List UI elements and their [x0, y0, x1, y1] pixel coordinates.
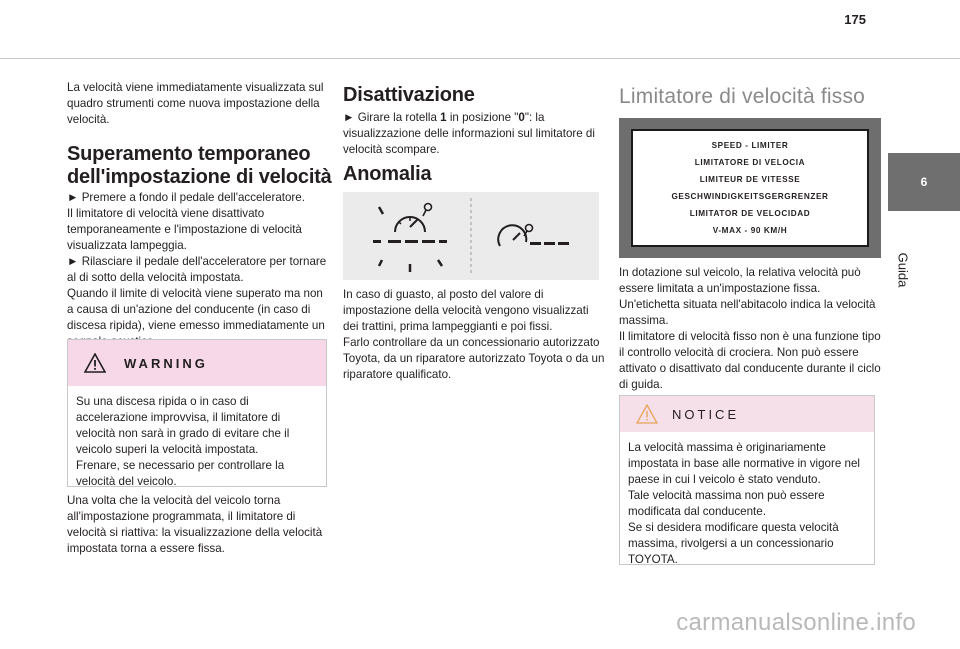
notice-line: Tale velocità massima non può essere modificata dal conducente. [628, 489, 825, 518]
fixed-limiter-line: In dotazione sul veicolo, la relativa velocità può essere limitata a un'impostazione fissa. [619, 266, 861, 295]
deact-text: ": la visualizzazione delle informazioni sul limitatore di velocità scompare. [343, 111, 595, 156]
header-divider [0, 58, 960, 59]
notice-title: NOTICE [672, 406, 740, 422]
warning-header [68, 340, 326, 386]
speed-limiter-fault-display-icon [343, 192, 599, 280]
instruction-line: Il limitatore di velocità viene disattivato temporaneamente e l'impostazione di velocità visualizzata lampeggia. [67, 207, 302, 252]
label-line: LIMITATORE DI VELOCIA [694, 158, 806, 167]
instruction-line: ► Rilasciare il pedale dell'acceleratore per tornare al di sotto della velocità impostata. [67, 255, 327, 284]
warning-body [68, 386, 326, 498]
anomaly-line: In caso di guasto, al posto del valore di impostazione della velocità vengono visualizzati dei trattini, prima lampeggianti e poi fissi. [343, 288, 589, 333]
section-heading-fixed-limiter: Limitatore di velocità fisso [619, 85, 866, 108]
notice-body [620, 432, 874, 576]
warning-line: Su una discesa ripida o in caso di accelerazione improvvisa, il limitatore di velocità non sarà in grado di evitare che il veicolo superi la velocità impostata. [76, 395, 290, 456]
intro-paragraph: La velocità viene immediatamente visualizzata sul quadro strumenti come nuova impostazione della velocità. [67, 81, 324, 126]
chapter-label-text: Guida [895, 252, 911, 288]
page-number: 175 [844, 12, 866, 27]
wheel-number: 1 [440, 111, 447, 124]
label-line: SPEED - LIMITER [711, 141, 789, 150]
label-line: LIMITEUR DE VITESSE [699, 175, 801, 184]
section-heading-anomaly: Anomalia [343, 163, 432, 185]
speed-limiter-label-image [619, 118, 881, 258]
instruction-line: ► Premere a fondo il pedale dell'acceleratore. [67, 191, 305, 204]
warning-line: Frenare, se necessario per controllare la velocità del veicolo. [76, 459, 285, 488]
position-zero: 0 [518, 111, 525, 124]
warning-title: WARNING [124, 355, 208, 371]
deact-text: in posizione " [446, 111, 519, 124]
notice-box [619, 395, 875, 565]
chapter-number: 6 [920, 175, 928, 189]
deact-text: ► Girare la rotella [343, 111, 441, 124]
label-line: V-MAX - 90 KM/H [712, 226, 788, 235]
warning-box [67, 339, 327, 487]
notice-line: Se si desidera modificare questa velocità massima, rivolgersi a un concessionario TOYOTA. [628, 521, 839, 566]
outro-paragraph: Una volta che la velocità del veicolo torna all'impostazione programmata, il limitatore di velocità si riattiva: la visualizzazione della velocità impostata torna a essere fissa. [67, 494, 323, 555]
speed-limiter-label [631, 129, 869, 247]
anomaly-illustration [343, 192, 599, 280]
fixed-limiter-line: Un'etichetta situata nell'abitacolo indica la velocità massima. [619, 298, 876, 327]
chapter-label [893, 240, 913, 300]
watermark: carmanualsonline.info [676, 609, 916, 636]
override-instructions [67, 190, 329, 350]
instruction-line: Quando il limite di velocità viene superato ma non a causa di un'azione del conducente (in caso di discesa ripida), viene emesso immediatamente un [67, 287, 325, 332]
chapter-tab[interactable] [888, 153, 960, 211]
notice-line: La velocità massima è originariamente impostata in base alle normative in vigore nel paese in cui l veicolo è stato venduto. [628, 441, 860, 486]
notice-triangle-icon [636, 404, 658, 424]
section-heading-override: Superamento temporaneo dell'impostazione di velocità [67, 143, 332, 188]
label-line: GESCHWINDIGKEITSGERGRENZER [671, 192, 829, 201]
section-heading-deactivation: Disattivazione [343, 84, 475, 106]
fixed-limiter-line: Il limitatore di velocità fisso non è una funzione tipo il controllo velocità di crociera. Non può essere attivato o disattivato dal conducente durante il ciclo di guida. [619, 330, 881, 391]
fixed-limiter-text [619, 265, 881, 393]
anomaly-text [343, 287, 605, 383]
deactivation-paragraph [343, 110, 605, 158]
warning-triangle-icon [84, 353, 106, 373]
notice-header [620, 396, 874, 432]
anomaly-line: Farlo controllare da un concessionario autorizzato Toyota, da un riparatore autorizzato Toyota o da un riparatore qualificato. [343, 336, 605, 381]
label-line: LIMITATOR DE VELOCIDAD [689, 209, 811, 218]
